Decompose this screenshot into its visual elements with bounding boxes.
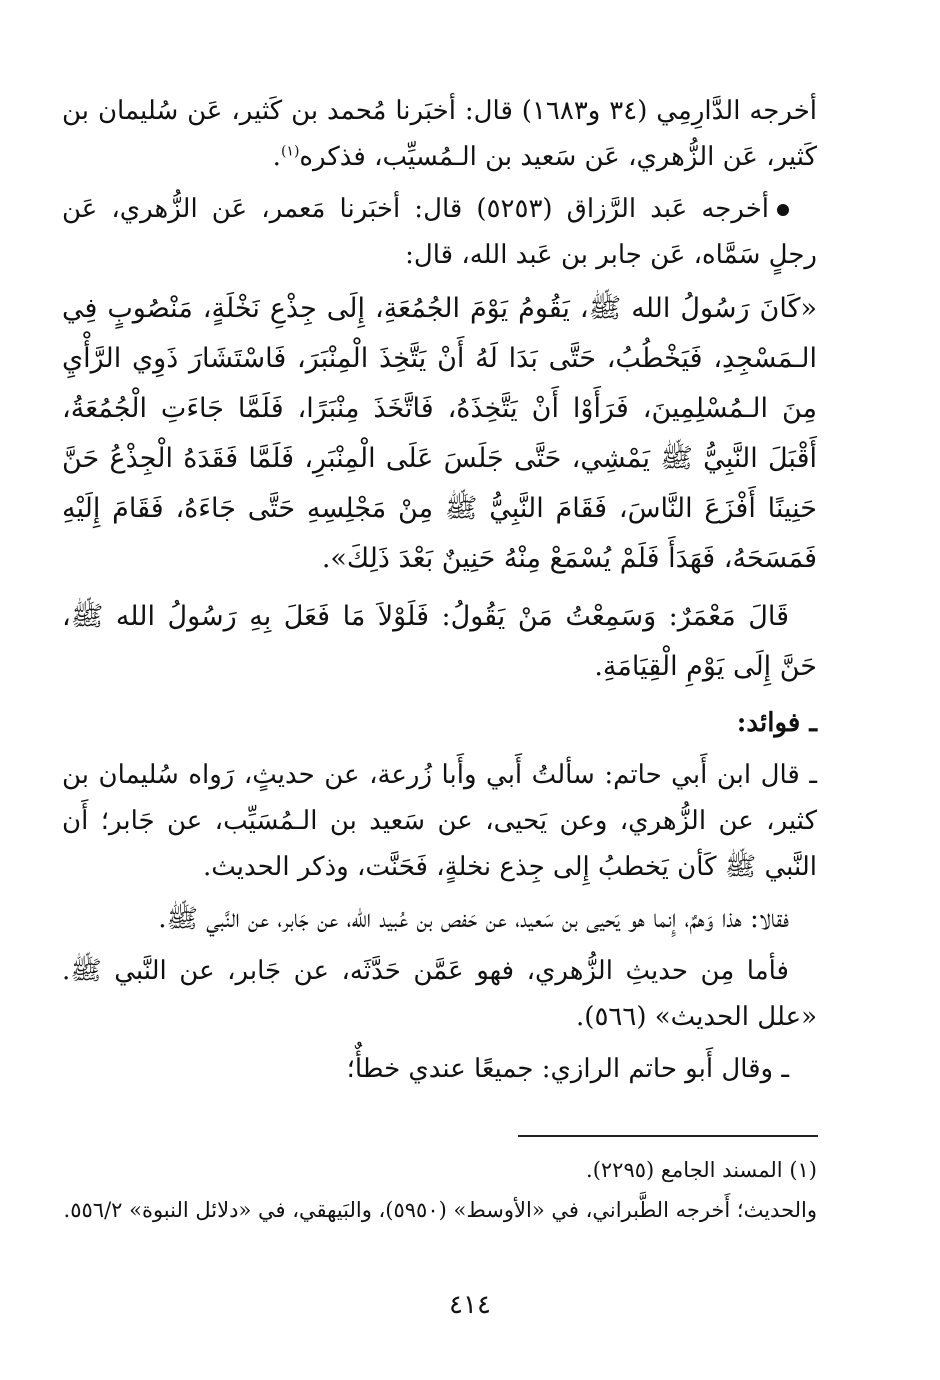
hadith-text: «كَانَ رَسُولُ الله ﷺ، يَقُومُ يَوْمَ الجُمُعَةِ، إِلَى جِذْعِ نَخْلَةٍ، مَنْصُوبٍ فِي الـمَسْجِدِ، فَيَخْطُبُ، حَتَّى بَدَا لَهُ أَنْ يَتَّخِذَ الْمِنْبَرَ، فَاسْتَشَارَ ذَوِي الرَّأْيِ مِنَ الـمُسْلِمِينَ، فَرَأَوْا أَنْ يَتَّخِذَهُ، فَاتَّخَذَ مِنْبَرًا، فَلَمَّا جَاءَتِ الْجُمُعَةُ، أَقْبَلَ النَّبِيُّ ﷺ يَمْشِي، حَتَّى جَلَسَ عَلَى الْمِنْبَرِ، فَلَمَّا فَقَدَهُ الْجِذْعُ حَنَّ حَنِينًا أَفْزَعَ النَّاسَ، فَقَامَ النَّبِيُّ ﷺ مِنْ مَجْلِسِهِ حَتَّى جَاءَهُ، فَقَامَ إِلَيْهِ فَمَسَحَهُ، فَهَدَأَ فَلَمْ يُسْمَعْ مِنْهُ حَنِينٌ بَعْدَ ذَلِكَ». (62, 293, 817, 574)
benefit-2: فقالا: هذا وَهمٌ، إِنما هو يَحيى بن سَعيد، عن حَفص بن عُبيد الله، عن جَابر، عن النَّبي ﷺ. (158, 904, 789, 934)
footnote-2: والحديث؛ أَخرجه الطَّبراني، في «الأوسط» (٥٩٥٠)، والبَيهقي، في «دلائل النبوة» ٥٥٦/٢. (63, 1198, 817, 1222)
benefit-3: فأما مِن حديثِ الزُّهري، فهو عَمَّن حَدَّثَه، عن جَابر، عن النَّبي ﷺ. «علل الحديث» (٥٦٦). (62, 956, 817, 1032)
page-number: ٤١٤ (449, 1290, 491, 1320)
page-body (62, 88, 817, 1098)
footnote-ref: (١) (280, 143, 300, 160)
mamar-quote: قَالَ مَعْمَرٌ: وَسَمِعْتُ مَنْ يَقُولُ: فَلَوْلاَ مَا فَعَلَ بِهِ رَسُولُ الله ﷺ، حَنَّ إِلَى يَوْمِ الْقِيَامَةِ. (62, 601, 817, 682)
paragraph-abdurrazzaq (62, 186, 817, 278)
benefits-heading: ـ فوائد: (736, 708, 817, 738)
footnote-1: (١) المسند الجامع (٢٢٩٥). (586, 1158, 817, 1182)
paragraph-darimi: أخرجه الدَّارِمِي (٣٤ و١٦٨٣) قال: أخبَرنا مُحمد بن كَثير، عَن سُليمان بن كَثير، عَن الزُّهري، عَن سَعيد بن الـمُسيِّب، فذكره$^{(١)}$. (62, 96, 817, 172)
bullet-icon (777, 204, 789, 216)
paragraph-abdurrazzaq-text: أخرجه عَبد الرَّزاق (٥٢٥٣) قال: أخبَرنا مَعمر، عَن الزُّهري، عَن رجلٍ سَمَّاه، عَن جابر بن عَبد الله، قال: (62, 194, 817, 270)
footnote-divider (518, 1135, 818, 1137)
footnotes (62, 1152, 817, 1232)
benefit-1: ـ قال ابن أَبي حاتم: سألتُ أَبي وأَبا زُرعة، عن حديثٍ، رَواه سُليمان بن كثير، عن الزُّهري، وعن يَحيى، عن سَعيد بن الـمُسَيِّب، عن جَابر؛ أَن النَّبي ﷺ كَأن يَخطبُ إِلى جِذع نخلةٍ، فَحَنَّت، وذكر الحديث. (62, 760, 817, 882)
paragraph-darimi-text: أخرجه الدَّارِمِي (٣٤ و١٦٨٣) قال: أخبَرنا مُحمد بن كَثير، عَن سُليمان بن كَثير، عَن الزُّهري، عَن سَعيد بن الـمُسيِّب، فذكره (62, 96, 817, 172)
benefit-4: ـ وقال أَبو حاتم الرازي: جميعًا عندي خطأٌ؛ (346, 1054, 789, 1084)
